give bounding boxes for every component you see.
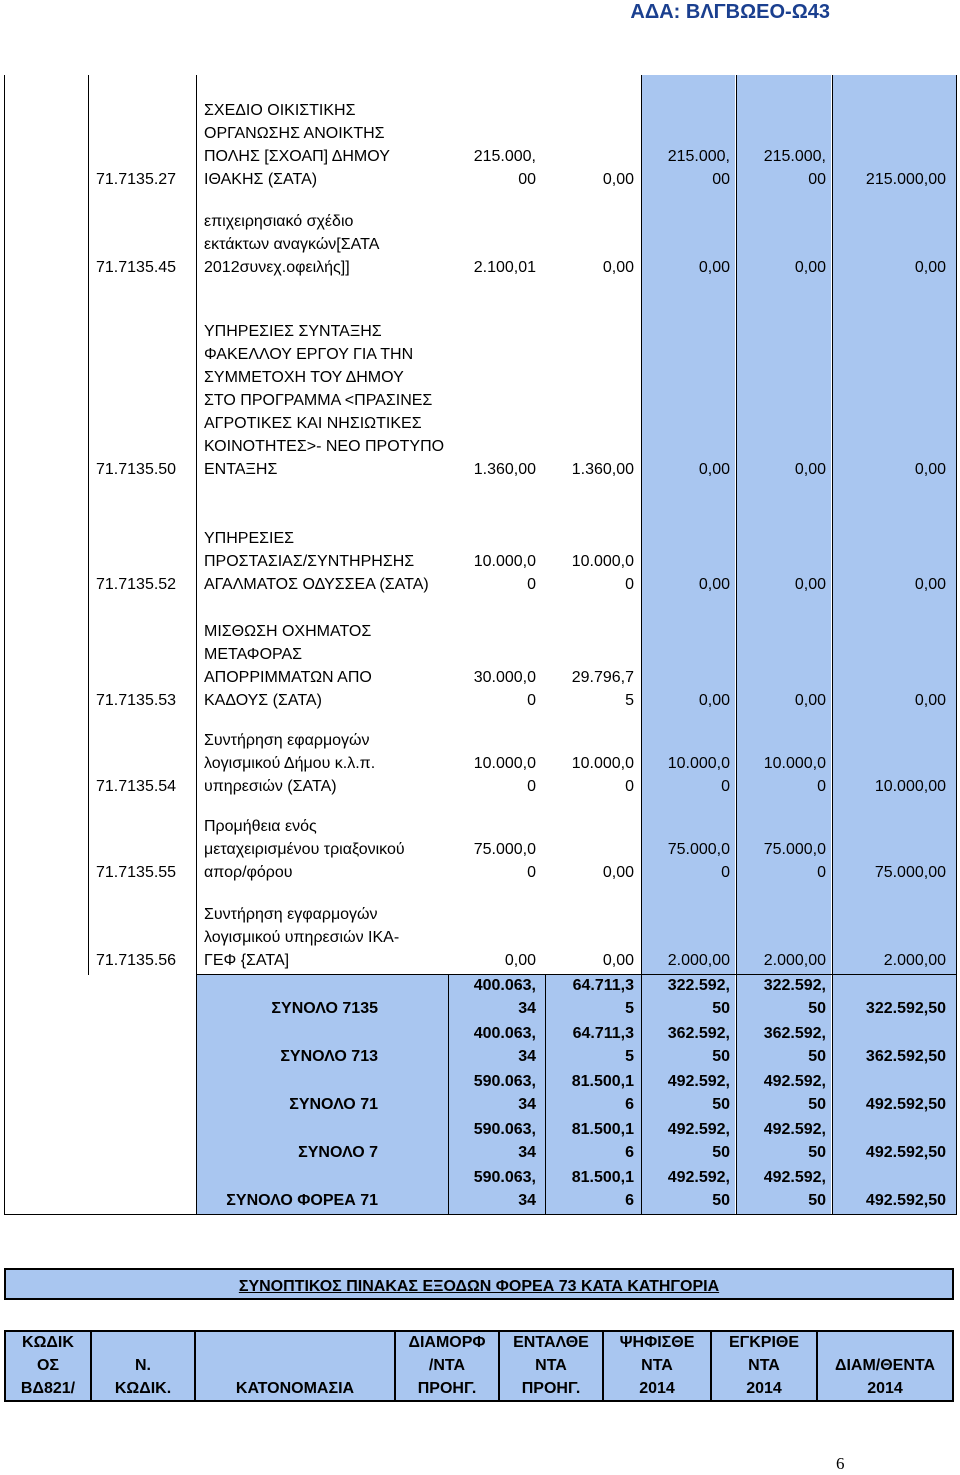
table-row <box>0 902 960 972</box>
table-row <box>0 728 960 798</box>
value-approved: 0,00 <box>794 259 826 276</box>
header-label: ΚΑΤΟΝΟΜΑΣΙΑ <box>235 1380 355 1397</box>
value-voted: 0,00 <box>698 259 730 276</box>
total-previous: 400.063, 34 <box>473 1025 536 1065</box>
header-formed-prev <box>396 1332 500 1400</box>
table-row <box>0 97 960 191</box>
total-label: ΣΥΝΟΛΟ 7135 <box>271 1000 378 1017</box>
value-final: 10.000,00 <box>874 778 946 795</box>
total-final: 362.592,50 <box>865 1048 946 1065</box>
header-label: ΚΩΔΙΚ ΟΣ ΒΔ821/ <box>20 1334 76 1397</box>
value-final: 0,00 <box>914 259 946 276</box>
total-paid: 81.500,1 6 <box>571 1169 634 1209</box>
header-label: Ν. ΚΩΔΙΚ. <box>114 1357 172 1397</box>
row-description: Προμήθεια ενός μεταχειρισμένου τριαξονικού απορ/φόρου <box>204 818 405 881</box>
total-label: ΣΥΝΟΛΟ 713 <box>280 1048 378 1065</box>
value-voted: 0,00 <box>698 461 730 478</box>
row-description: Συντήρηση εφαρμογών λογισμικού Δήμου κ.λ.π. υπηρεσιών (ΣΑΤΑ) <box>204 732 376 795</box>
row-description: Συντήρηση εγφαρμογών λογισμικού υπηρεσιών ΙΚΑ- ΓΕΦ {ΣΑΤΑ] <box>204 906 400 969</box>
value-final: 2.000,00 <box>883 952 946 969</box>
total-approved: 322.592, 50 <box>763 977 826 1017</box>
total-row <box>0 1068 960 1116</box>
total-approved: 492.592, 50 <box>763 1073 826 1113</box>
value-voted: 0,00 <box>698 576 730 593</box>
value-voted: 2.000,00 <box>667 952 730 969</box>
header-formed-2014 <box>818 1332 952 1400</box>
value-paid: 0,00 <box>602 952 634 969</box>
header-approved-2014 <box>712 1332 818 1400</box>
total-paid: 64.711,3 5 <box>572 977 634 1017</box>
total-row <box>0 1164 960 1212</box>
row-code: 71.7135.52 <box>96 576 177 593</box>
total-paid: 64.711,3 5 <box>572 1025 634 1065</box>
total-row <box>0 972 960 1020</box>
total-row <box>0 1116 960 1164</box>
value-final: 0,00 <box>914 576 946 593</box>
summary-title: ΣΥΝΟΠΤΙΚΟΣ ΠΙΝΑΚΑΣ ΕΞΟΔΩΝ ΦΟΡΕΑ 73 ΚΑΤΑ ΚΑΤΗΓΟΡΙΑ <box>4 1268 954 1300</box>
header-name <box>196 1332 396 1400</box>
total-previous: 400.063, 34 <box>473 977 536 1017</box>
total-final: 492.592,50 <box>865 1144 946 1161</box>
row-code: 71.7135.53 <box>96 692 177 709</box>
row-code: 71.7135.56 <box>96 952 177 969</box>
total-voted: 322.592, 50 <box>667 977 730 1017</box>
table-row <box>0 814 960 884</box>
value-final: 75.000,00 <box>874 864 946 881</box>
total-row <box>0 1020 960 1068</box>
value-approved: 0,00 <box>794 576 826 593</box>
header-label: ΕΓΚΡΙΘΕ ΝΤΑ 2014 <box>728 1334 800 1397</box>
row-code: 71.7135.50 <box>96 461 177 478</box>
value-previous: 10.000,0 0 <box>473 755 536 795</box>
header-label: ΕΝΤΑΛΘΕ ΝΤΑ ΠΡΟΗΓ. <box>513 1334 589 1397</box>
total-voted: 492.592, 50 <box>667 1073 730 1113</box>
value-voted: 75.000,0 0 <box>667 841 730 881</box>
total-previous: 590.063, 34 <box>473 1169 536 1209</box>
value-previous: 1.360,00 <box>473 461 536 478</box>
row-description: ΣΧΕΔΙΟ ΟΙΚΙΣΤΙΚΗΣ ΟΡΓΑΝΩΣΗΣ ΑΝΟΙΚΤΗΣ ΠΟΛΗΣ [ΣΧΟΑΠ] ΔΗΜΟΥ ΙΘΑΚΗΣ (ΣΑΤΑ) <box>204 102 390 188</box>
total-paid: 81.500,1 6 <box>571 1121 634 1161</box>
row-code: 71.7135.27 <box>96 171 177 188</box>
header-label: ΨΗΦΙΣΘΕ ΝΤΑ 2014 <box>619 1334 695 1397</box>
summary-header <box>4 1330 954 1402</box>
table-row <box>0 209 960 279</box>
value-paid: 0,00 <box>602 864 634 881</box>
header-paid-prev <box>500 1332 604 1400</box>
header-label: ΔΙΑΜΟΡΦ /ΝΤΑ ΠΡΟΗΓ. <box>408 1334 486 1397</box>
total-approved: 362.592, 50 <box>763 1025 826 1065</box>
value-final: 0,00 <box>914 692 946 709</box>
value-approved: 2.000,00 <box>763 952 826 969</box>
value-paid: 10.000,0 0 <box>571 553 634 593</box>
total-approved: 492.592, 50 <box>763 1121 826 1161</box>
total-voted: 492.592, 50 <box>667 1121 730 1161</box>
total-final: 492.592,50 <box>865 1192 946 1209</box>
table-row <box>0 618 960 712</box>
value-approved: 10.000,0 0 <box>763 755 826 795</box>
value-approved: 75.000,0 0 <box>763 841 826 881</box>
row-description: επιχειρησιακό σχέδιο εκτάκτων αναγκών[ΣΑΤΑ 2012συνεχ.οφειλής]] <box>204 213 380 276</box>
value-paid: 1.360,00 <box>571 461 634 478</box>
value-paid: 10.000,0 0 <box>571 755 634 795</box>
value-approved: 0,00 <box>794 692 826 709</box>
value-voted: 10.000,0 0 <box>667 755 730 795</box>
value-previous: 30.000,0 0 <box>473 669 536 709</box>
value-voted: 215.000, 00 <box>667 148 730 188</box>
page-number: 6 <box>836 1454 845 1473</box>
value-previous: 10.000,0 0 <box>473 553 536 593</box>
total-voted: 362.592, 50 <box>667 1025 730 1065</box>
row-description: ΜΙΣΘΩΣΗ ΟΧΗΜΑΤΟΣ ΜΕΤΑΦΟΡΑΣ ΑΠΟΡΡΙΜΜΑΤΩΝ ΑΠΟ ΚΑΔΟΥΣ (ΣΑΤΑ) <box>204 623 372 709</box>
header-new-code <box>92 1332 196 1400</box>
value-final: 0,00 <box>914 461 946 478</box>
value-previous: 215.000, 00 <box>473 148 536 188</box>
value-approved: 0,00 <box>794 461 826 478</box>
value-final: 215.000,00 <box>865 171 946 188</box>
total-approved: 492.592, 50 <box>763 1169 826 1209</box>
total-voted: 492.592, 50 <box>667 1169 730 1209</box>
header-label: ΔΙΑΜ/ΘΕΝΤΑ 2014 <box>834 1357 936 1397</box>
value-voted: 0,00 <box>698 692 730 709</box>
header-code-bd <box>6 1332 92 1400</box>
table-row <box>0 526 960 596</box>
value-paid: 0,00 <box>602 259 634 276</box>
total-label: ΣΥΝΟΛΟ ΦΟΡΕΑ 71 <box>226 1192 378 1209</box>
value-previous: 0,00 <box>504 952 536 969</box>
total-label: ΣΥΝΟΛΟ 71 <box>289 1096 378 1113</box>
grid-line <box>4 1214 957 1215</box>
header-voted-2014 <box>604 1332 712 1400</box>
value-paid: 29.796,7 5 <box>571 669 634 709</box>
value-paid: 0,00 <box>602 171 634 188</box>
value-approved: 215.000, 00 <box>763 148 826 188</box>
value-previous: 75.000,0 0 <box>473 841 536 881</box>
total-previous: 590.063, 34 <box>473 1073 536 1113</box>
value-previous: 2.100,01 <box>473 259 536 276</box>
row-description: ΥΠΗΡΕΣΙΕΣ ΠΡΟΣΤΑΣΙΑΣ/ΣΥΝΤΗΡΗΣΗΣ ΑΓΑΛΜΑΤΟΣ ΟΔΥΣΣΕΑ (ΣΑΤΑ) <box>204 530 429 593</box>
total-final: 492.592,50 <box>865 1096 946 1113</box>
total-previous: 590.063, 34 <box>473 1121 536 1161</box>
row-code: 71.7135.45 <box>96 259 177 276</box>
row-description: ΥΠΗΡΕΣΙΕΣ ΣΥΝΤΑΞΗΣ ΦΑΚΕΛΛΟΥ ΕΡΓΟΥ ΓΙΑ ΤΗΝ ΣΥΜΜΕΤΟΧΗ ΤΟΥ ΔΗΜΟΥ ΣΤΟ ΠΡΟΓΡΑΜΜΑ <ΠΡΑΣΙΝΕΣ ΑΓΡΟΤΙΚΕΣ ΚΑΙ ΝΗΣΙΩΤΙΚΕΣ ΚΟΙΝΟΤΗΤΕΣ>- ΝΕΟ ΠΡΟΤΥΠΟ ΕΝΤΑΞΗΣ <box>204 323 445 478</box>
total-paid: 81.500,1 6 <box>571 1073 634 1113</box>
table-row <box>0 317 960 481</box>
total-final: 322.592,50 <box>865 1000 946 1017</box>
total-label: ΣΥΝΟΛΟ 7 <box>298 1144 378 1161</box>
row-code: 71.7135.54 <box>96 778 177 795</box>
ada-code: ΑΔΑ: ΒΛΓΒΩΕΟ-Ω43 <box>630 1 830 23</box>
row-code: 71.7135.55 <box>96 864 177 881</box>
